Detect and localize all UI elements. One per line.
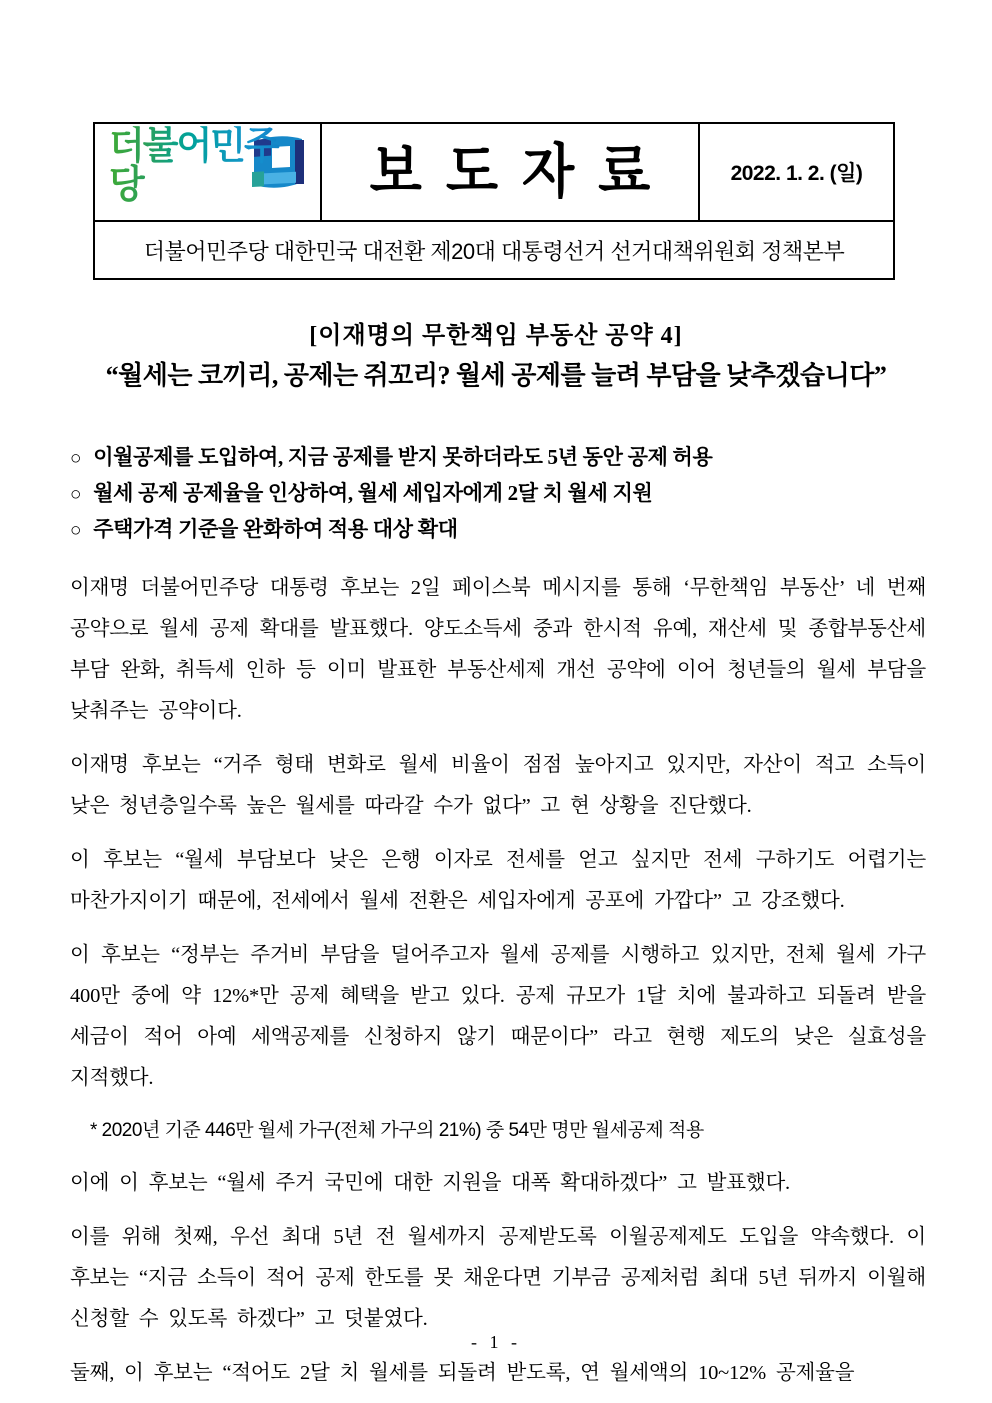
summary-bullet-text: 주택가격 기준을 완화하여 적용 대상 확대	[93, 517, 458, 541]
body-paragraph: 둘째, 이 후보는 “적어도 2달 치 월세를 되돌려 받도록, 연 월세액의 10~12% 공제율을	[70, 1362, 855, 1384]
summary-bullet	[70, 512, 926, 548]
press-release-title-cell	[322, 124, 700, 220]
party-wordmark: 더불어민주당	[109, 126, 310, 204]
summary-bullet-list	[70, 440, 926, 548]
summary-bullet	[70, 440, 926, 476]
body-paragraph: 이에 이 후보는 “월세 주거 국민에 대한 지원을 대폭 확대하겠다” 고 발표했다.	[70, 1172, 790, 1194]
press-release-title: 보도자료	[369, 139, 675, 205]
footnote: * 2020년 기준 446만 월세 가구(전체 가구의 21%) 중 54만 명만 월세공제 적용	[90, 1120, 704, 1141]
issuing-office: 더불어민주당 대한민국 대전환 제20대 대통령선거 선거대책위원회 정책본부	[143, 238, 845, 264]
page-number: - 1 -	[471, 1332, 521, 1352]
summary-bullet	[70, 476, 926, 512]
summary-bullet-text: 이월공제를 도입하여, 지금 공제를 받지 못하더라도 5년 동안 공제 허용	[93, 445, 713, 469]
circle-bullet-icon: ○	[70, 520, 82, 541]
headline-series-title: [이재명의 무한책임 부동산 공약 4]	[309, 323, 683, 349]
body-paragraph: 이 후보는 “정부는 주거비 부담을 덜어주고자 월세 공제를 시행하고 있지만, 전체 월세 가구 400만 중에 약 12%*만 공제 혜택을 받고 있다. 공제 규모가 1달 치에 불과하고 되돌려 받을 세금이 적어 아예 세액공제를 신청하지 않기 때문이다” 라고 현행 제도의 낮은 실효성을 지적했다.	[70, 944, 926, 1089]
body-paragraph: 이 후보는 “월세 부담보다 낮은 은행 이자로 전세를 얻고 싶지만 전세 구하기도 어렵기는 마찬가지이기 때문에, 전세에서 월세 전환은 세입자에게 공포에 가깝다” 고 강조했다.	[70, 849, 926, 912]
headline-slogan: “월세는 코끼리, 공제는 쥐꼬리? 월세 공제를 늘려 부담을 낮추겠습니다”	[105, 361, 887, 391]
date-cell	[700, 124, 893, 220]
headline	[36, 318, 956, 397]
circle-bullet-icon: ○	[70, 448, 82, 469]
body-paragraph: 이재명 더불어민주당 대통령 후보는 2일 페이스북 메시지를 통해 ‘무한책임 부동산’ 네 번째 공약으로 월세 공제 확대를 발표했다. 양도소득세 중과 한시적 유예, 재산세 및 종합부동산세 부담 완화, 취득세 인하 등 이미 발표한 부동산세제 개선 공약에 이어 청년들의 월세 부담을 낮춰주는 공약이다.	[70, 577, 926, 722]
party-logo	[107, 124, 310, 210]
header-table	[93, 122, 895, 280]
release-date: 2022. 1. 2. (일)	[730, 162, 863, 185]
body-paragraph: 이를 위해 첫째, 우선 최대 5년 전 월세까지 공제받도록 이월공제제도 도입을 약속했다. 이 후보는 “지금 소득이 적어 공제 한도를 못 채운다면 기부금 공제처럼 최대 5년 뒤까지 이월해 신청할 수 있도록 하겠다” 고 덧붙였다.	[70, 1226, 926, 1330]
body-paragraph: 이재명 후보는 “거주 형태 변화로 월세 비율이 점점 높아지고 있지만, 자산이 적고 소득이 낮은 청년층일수록 높은 월세를 따라갈 수가 없다” 고 현 상황을 진단했다.	[70, 754, 926, 817]
party-logo-cell	[95, 124, 322, 220]
circle-bullet-icon: ○	[70, 484, 82, 505]
summary-bullet-text: 월세 공제 공제율을 인상하여, 월세 세입자에게 2달 치 월세 지원	[93, 481, 653, 505]
body-text	[70, 568, 926, 1403]
subheader-cell	[95, 220, 893, 278]
